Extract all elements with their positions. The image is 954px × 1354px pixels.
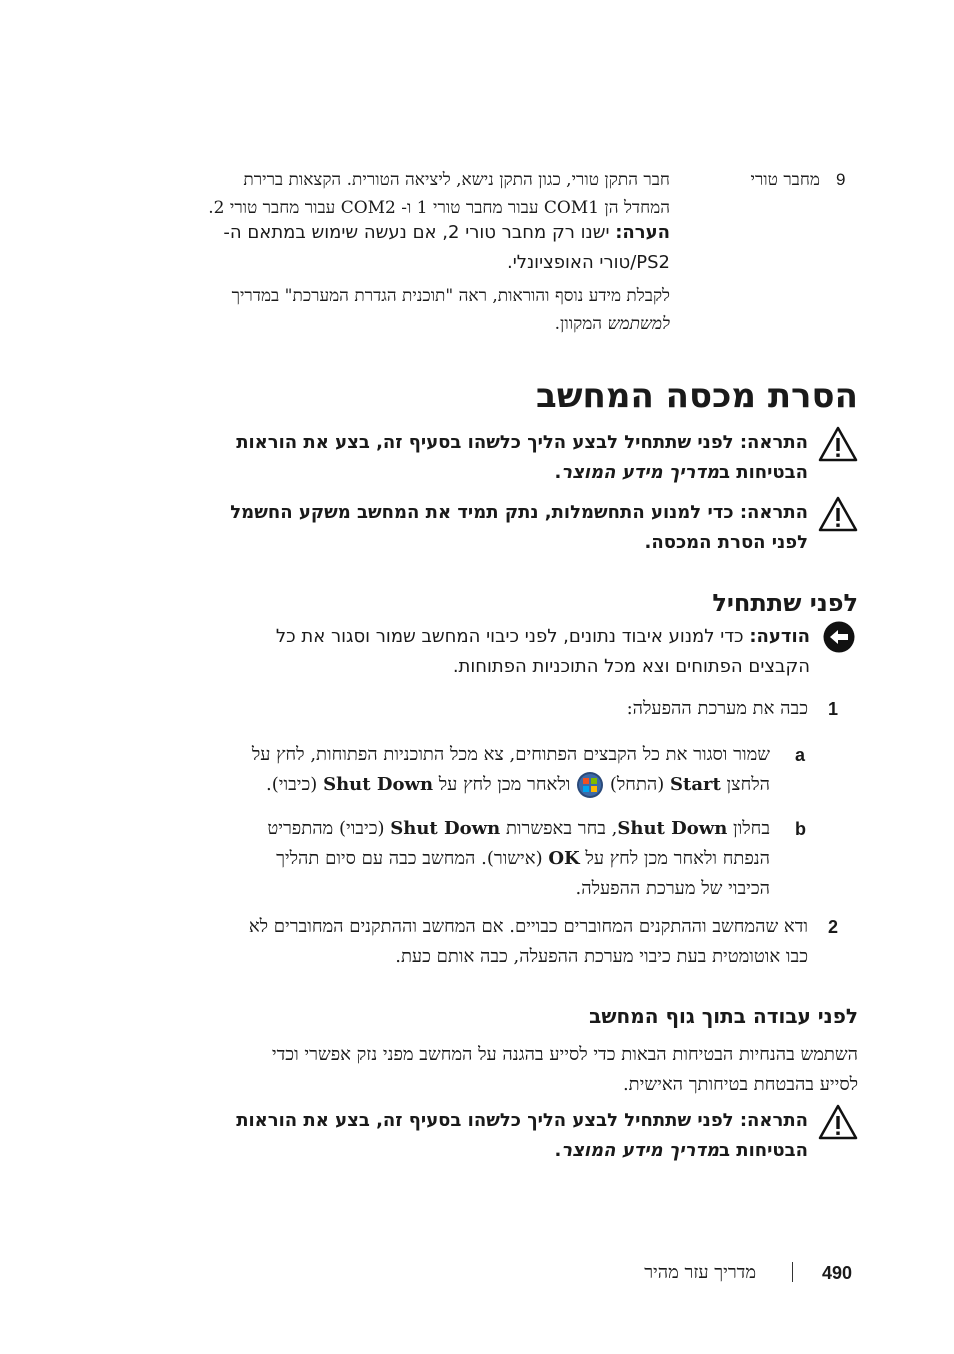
- footer-title: מדריך עזר מהיר: [644, 1262, 756, 1283]
- step-1b-text-part: (כיבוי) מהתפריט: [267, 818, 385, 839]
- step-1b-line-2: [110, 844, 770, 874]
- step-1b-text: [110, 814, 770, 904]
- step-1-number: 1: [828, 699, 839, 719]
- ok-label: OK: [548, 848, 580, 869]
- step-1b-text-part: בחלון: [733, 818, 770, 839]
- desc-line-1: חבר התקן טורי, כגון התקן נישא, ליציאה הטורית. הקצאות ברירת: [243, 170, 670, 190]
- row-more-info: [120, 282, 670, 338]
- section-title: הסרת מכסה המחשב: [535, 376, 858, 416]
- notice-hand-icon: [822, 620, 856, 654]
- step-1-text: כבה את מערכת ההפעלה:: [626, 698, 808, 719]
- note-text-1: ישנו רק מחבר טורי 2, אם נעשה שימוש במתאם ה-: [223, 222, 610, 243]
- notice-line-2: הקבצים הפתוחים וצא מכל התוכניות הפתוחות.: [452, 656, 810, 677]
- caution-3-line-1: לפני שתתחיל לבצע הליך כלשהו בסעיף זה, בצע את הוראות: [236, 1110, 734, 1131]
- caution-1-line-2a: הבטיחות ב: [719, 462, 808, 483]
- inside-computer-title: לפני עבודה בתוך גוף המחשב: [589, 1004, 858, 1028]
- caution-1-line-2-italic: מדריך מידע המוצר: [561, 462, 720, 483]
- note-label: הערה:: [615, 222, 670, 243]
- warning-triangle-icon: [818, 496, 858, 532]
- caution-3-line-2a: הבטיחות ב: [719, 1140, 808, 1161]
- more-line-1: לקבלת מידע נוסף והוראות, ראה "תוכנית הגדרת המערכת" במדריך: [231, 286, 670, 306]
- step-1b-text-part: הנפתח ולאחר מכן לחץ על: [585, 848, 770, 869]
- note-text-2: PS2/טורי האופציונלי.: [506, 252, 670, 273]
- inside-paragraph-line-2: לסייע בהבטחת בטיחותך האישית.: [622, 1074, 858, 1095]
- step-1b-line-1: [110, 814, 770, 844]
- shutdown-label: Shut Down: [323, 774, 434, 795]
- shutdown-window-label: Shut Down: [617, 818, 728, 839]
- warning-triangle-icon: [818, 1104, 858, 1140]
- start-label: Start: [670, 774, 721, 795]
- step-1a-line-2: [110, 770, 770, 800]
- notice-label: הודעה:: [749, 626, 810, 647]
- step-1a-line-1: שמור וסגור את כל הקבצים הפתוחים, צא מכל התוכניות הפתוחות, לחץ על: [251, 744, 770, 765]
- row-note: [100, 218, 670, 278]
- inside-paragraph-line-1: השתמש בהנחיות הבטיחות הבאות כדי לסייע בהגנה על המחשב מפני נזק אפשרי וכדי: [271, 1044, 858, 1065]
- page-number: 490: [822, 1263, 853, 1283]
- step-2-line-2: כבו אוטומטית בעת כיבוי מערכת ההפעלה, כבה אותם כעת.: [395, 946, 808, 967]
- caution-1: [120, 428, 808, 488]
- step-1b-text-part: (אישור). המחשב כבה עם סיום תהליך: [276, 848, 543, 869]
- step-2-text: [100, 912, 808, 972]
- caution-2-line-1: כדי למנוע התחשמלות, נתק תמיד את המחשב משקע החשמל: [230, 502, 734, 523]
- step-2-line-1: ודא שהמחשב וההתקנים המחוברים כבויים. אם המחשב וההתקנים המחוברים לא: [248, 916, 808, 937]
- step-1b-text-part: , בחר באפשרות: [505, 818, 618, 839]
- step-2-number: 2: [828, 917, 839, 937]
- caution-2-label: התראה:: [739, 502, 808, 523]
- step-1a-text-part: (כיבוי).: [266, 774, 318, 795]
- step-1a-text-part: הלחצן: [726, 774, 770, 795]
- windows-start-icon: [576, 771, 604, 799]
- step-1a-text-part: ולאחר מכן לחץ על: [438, 774, 571, 795]
- shutdown-option-label: Shut Down: [390, 818, 501, 839]
- row-description: [120, 166, 670, 222]
- caution-3-line-2-end: .: [554, 1140, 562, 1161]
- caution-1-label: התראה:: [739, 432, 808, 453]
- desc-line-2: המחדל הן COM1 עבור מחבר טורי 1 ו- COM2 עבור מחבר טורי 2.: [208, 198, 670, 218]
- caution-3: [120, 1106, 808, 1166]
- row-label: מחבר טורי: [750, 170, 820, 190]
- more-line-2-italic: למשתמש: [607, 314, 670, 334]
- caution-3-label: התראה:: [739, 1110, 808, 1131]
- notice: [120, 622, 810, 682]
- caution-3-line-2-italic: מדריך מידע המוצר: [561, 1140, 720, 1161]
- caution-2-line-2: לפני הסרת המכסה.: [644, 532, 808, 553]
- inside-paragraph: [100, 1040, 858, 1100]
- caution-1-line-1: לפני שתתחיל לבצע הליך כלשהו בסעיף זה, בצע את הוראות: [236, 432, 734, 453]
- caution-2: [120, 498, 808, 558]
- warning-triangle-icon: [818, 426, 858, 462]
- step-1b-letter: b: [795, 819, 806, 839]
- footer-divider: [792, 1262, 793, 1282]
- caution-1-line-2-end: .: [554, 462, 562, 483]
- step-1a-text: [110, 740, 770, 800]
- before-you-begin-title: לפני שתתחיל: [712, 589, 858, 617]
- step-1a-letter: a: [795, 745, 806, 765]
- step-1a-text-part: (התחל): [609, 774, 665, 795]
- step-1b-line-3: הכיבוי של מערכת ההפעלה.: [575, 878, 770, 899]
- row-number: 9: [836, 170, 846, 189]
- notice-line-1: כדי למנוע איבוד נתונים, לפני כיבוי המחשב שמור וסגור את כל: [275, 626, 744, 647]
- more-line-2-rest: המקוון.: [554, 314, 603, 334]
